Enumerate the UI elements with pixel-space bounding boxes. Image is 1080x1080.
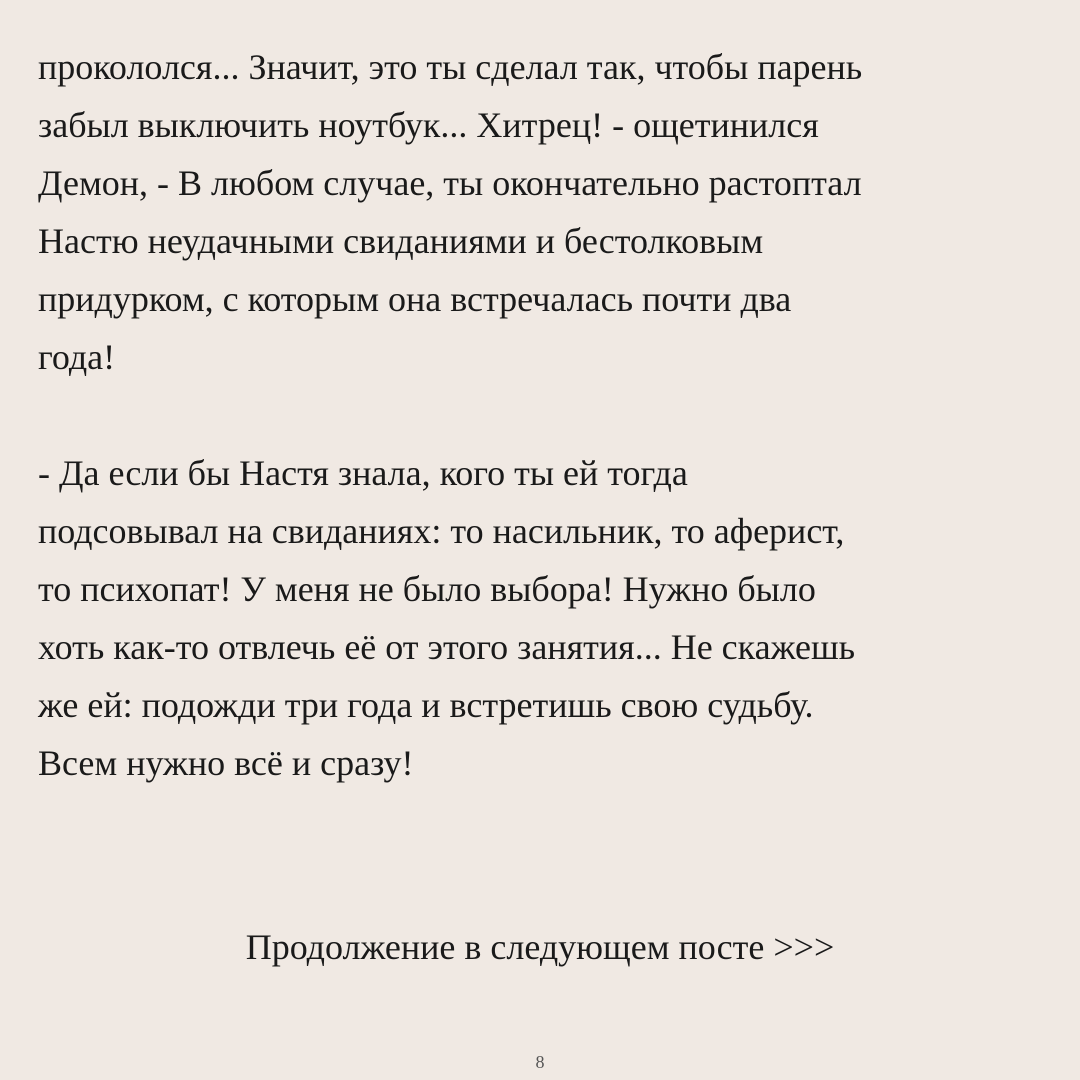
paragraph-line: подсовывал на свиданиях: то насильник, то аферист, [38,511,845,551]
paragraph-line: хоть как-то отвлечь её от этого занятия... Не скажешь [38,627,856,667]
paragraph-line: придурком, с которым она встречалась почти два [38,279,792,319]
paragraph-2 [38,444,1048,792]
paragraph-line: года! [38,337,116,377]
paragraph-line: Демон, - В любом случае, ты окончательно растоптал [38,163,862,203]
paragraph-line: - Да если бы Настя знала, кого ты ей тогда [38,453,688,493]
paragraph-line: забыл выключить ноутбук... Хитрец! - ощетинился [38,105,819,145]
paragraph-line: то психопат! У меня не было выбора! Нужно было [38,569,816,609]
paragraph-line: же ей: подожди три года и встретишь свою судьбу. [38,685,814,725]
paragraph-1 [38,38,1048,386]
paragraph-line: прокололся... Значит, это ты сделал так, чтобы парень [38,47,863,87]
paragraph-line: Настю неудачными свиданиями и бестолковым [38,221,764,261]
page-number: 8 [535,1052,545,1072]
paragraph-line: Всем нужно всё и сразу! [38,743,414,783]
continue-notice: Продолжение в следующем посте >>> [245,927,835,967]
